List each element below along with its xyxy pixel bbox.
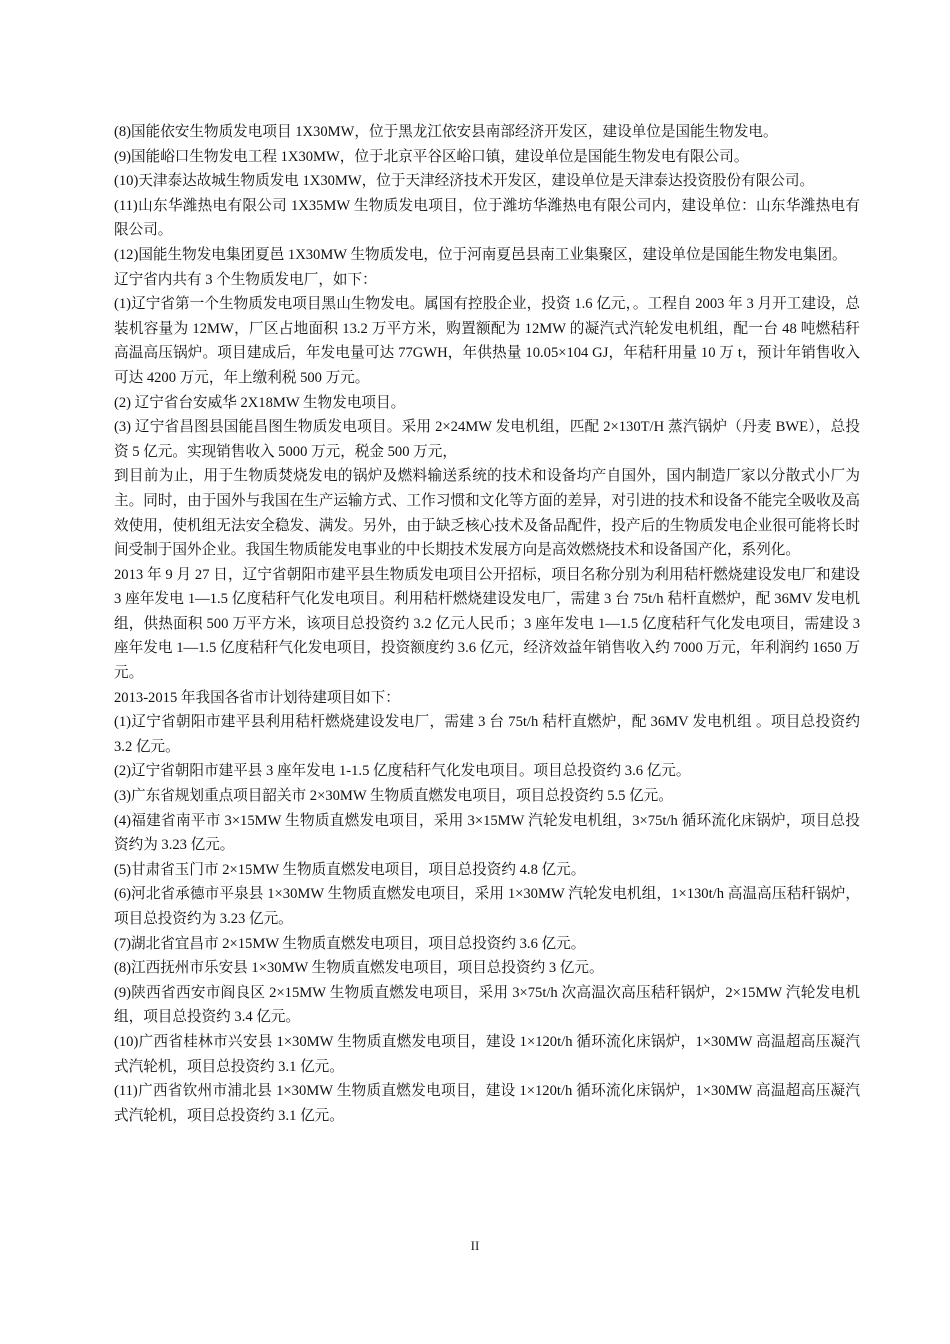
document-body <box>114 120 860 1128</box>
paragraph-planned-6: (6)河北省承德市平泉县 1×30MW 生物质直燃发电项目，采用 1×30MW 汽轮发电机组，1×130t/h 高温高压秸秆锅炉，项目总投资约为 3.23 亿元。 <box>114 886 860 927</box>
paragraph-project-9: (9)国能峪口生物发电工程 1X30MW，位于北京平谷区峪口镇，建设单位是国能生物发电有限公司。 <box>114 148 749 165</box>
paragraph-technology-status: 到目前为止，用于生物质焚烧发电的锅炉及燃料输送系统的技术和设备均产自国外，国内制造厂家以分散式小厂为主。同时，由于国外与我国在生产运输方式、工作习惯和文化等方面的差异，对引进的技术和设备不能完全吸收及高效使用，使机组无法安全稳发、满发。另外，由于缺乏核心技术及备品配件，投产后的生物质发电企业很可能将长时间受制于国外企业。我国生物质能发电事业的中长期技术发展方向是高效燃烧技术和设备国产化，系列化。 <box>114 468 860 559</box>
paragraph-project-12: (12)国能生物发电集团夏邑 1X30MW 生物质发电，位于河南夏邑县南工业集聚区，建设单位是国能生物发电集团。 <box>114 246 847 263</box>
paragraph-project-8: (8)国能依安生物质发电项目 1X30MW，位于黑龙江依安县南部经济开发区，建设单位是国能生物发电。 <box>114 124 778 140</box>
paragraph-planned-11: (11)广西省钦州市浦北县 1×30MW 生物质直燃发电项目，建设 1×120t/h 循环流化床锅炉，1×30MW 高温超高压凝汽式汽轮机，项目总投资约 3.1 亿元。 <box>114 1083 860 1124</box>
page-number: II <box>470 1238 480 1253</box>
paragraph-liaoning-intro: 辽宁省内共有 3 个生物质发电厂，如下： <box>114 271 377 288</box>
paragraph-planned-3: (3)广东省规划重点项目韶关市 2×30MW 生物质直燃发电项目，项目总投资约 5.5 亿元。 <box>114 788 673 805</box>
paragraph-planned-8: (8)江西抚州市乐安县 1×30MW 生物质直燃发电项目，项目总投资约 3 亿元。 <box>114 960 604 977</box>
paragraph-planned-intro: 2013-2015 年我国各省市计划待建项目如下： <box>114 689 400 706</box>
paragraph-liaoning-3: (3) 辽宁省昌图县国能昌图生物质发电项目。采用 2×24MW 发电机组，匹配 2×130T/H 蒸汽锅炉（丹麦 BWE），总投资 5 亿元。实现销售收入 5000 万元，税金 500 万元， <box>114 419 860 460</box>
paragraph-planned-4: (4)福建省南平市 3×15MW 生物质直燃发电项目，采用 3×15MW 汽轮发电机组，3×75t/h 循环流化床锅炉，项目总投资约为 3.23 亿元。 <box>114 812 860 854</box>
paragraph-jianping-tender: 2013 年 9 月 27 日，辽宁省朝阳市建平县生物质发电项目公开招标，项目名称分别为利用秸杆燃烧建设发电厂和建设 3 座年发电 1—1.5 亿度秸秆气化发电项目。利用秸杆燃烧建设发电厂，需建 3 台 75t/h 秸杆直燃炉，配 36MV 发电机组，供热面积 500 万平方米，该项目总投资约 3.2 亿元人民币；3 座年发电 1—1.5 亿度秸秆气化发电项目，需建设 3 座年发电 1—1.5 亿度秸秆气化发电项目，投资额度约 3.6 亿元，经济效益年销售收入约 7000 万元，年利润约 1650 万元。 <box>114 566 860 682</box>
paragraph-project-11: (11)山东华潍热电有限公司 1X35MW 生物质发电项目，位于潍坊华潍热电有限公司内，建设单位：山东华潍热电有限公司。 <box>114 197 860 239</box>
paragraph-liaoning-1: (1)辽宁省第一个生物质发电项目黑山生物发电。属国有控股企业，投资 1.6 亿元，。工程自 2003 年 3 月开工建设，总装机容量为 12MW，厂区占地面积 13.2 万平方米，购置额配为 12MW 的凝汽式汽轮发电机组，配一台 48 吨燃秸秆高温高压锅炉。项目建成后，年发电量可达 77GWH，年供热量 10.05×104 GJ，年秸秆用量 10 万 t，预计年销售收入可达 4200 万元，年上缴利税 500 万元。 <box>114 296 860 386</box>
paragraph-planned-2: (2)辽宁省朝阳市建平县 3 座年发电 1-1.5 亿度秸秆气化发电项目。项目总投资约 3.6 亿元。 <box>114 763 691 780</box>
paragraph-planned-9: (9)陕西省西安市阎良区 2×15MW 生物质直燃发电项目，采用 3×75t/h 次高温次高压秸秆锅炉，2×15MW 汽轮发电机组，项目总投资约 3.4 亿元。 <box>114 984 860 1026</box>
paragraph-planned-10: (10)广西省桂林市兴安县 1×30MW 生物质直燃发电项目，建设 1×120t/h 循环流化床锅炉，1×30MW 高温超高压凝汽式汽轮机，项目总投资约 3.1 亿元。 <box>114 1033 860 1075</box>
paragraph-planned-5: (5)甘肃省玉门市 2×15MW 生物质直燃发电项目，项目总投资约 4.8 亿元。 <box>114 861 586 878</box>
paragraph-project-10: (10)天津泰达故城生物质发电 1X30MW，位于天津经济技术开发区，建设单位是天津泰达投资股份有限公司。 <box>114 173 815 190</box>
paragraph-liaoning-2: (2) 辽宁省台安威华 2X18MW 生物发电项目。 <box>114 394 406 411</box>
paragraph-planned-7: (7)湖北省宜昌市 2×15MW 生物质直燃发电项目，项目总投资约 3.6 亿元。 <box>114 935 586 952</box>
paragraph-planned-1: (1)辽宁省朝阳市建平县利用秸杆燃烧建设发电厂，需建 3 台 75t/h 秸杆直燃炉，配 36MV 发电机组 。项目总投资约 3.2 亿元。 <box>114 714 860 755</box>
